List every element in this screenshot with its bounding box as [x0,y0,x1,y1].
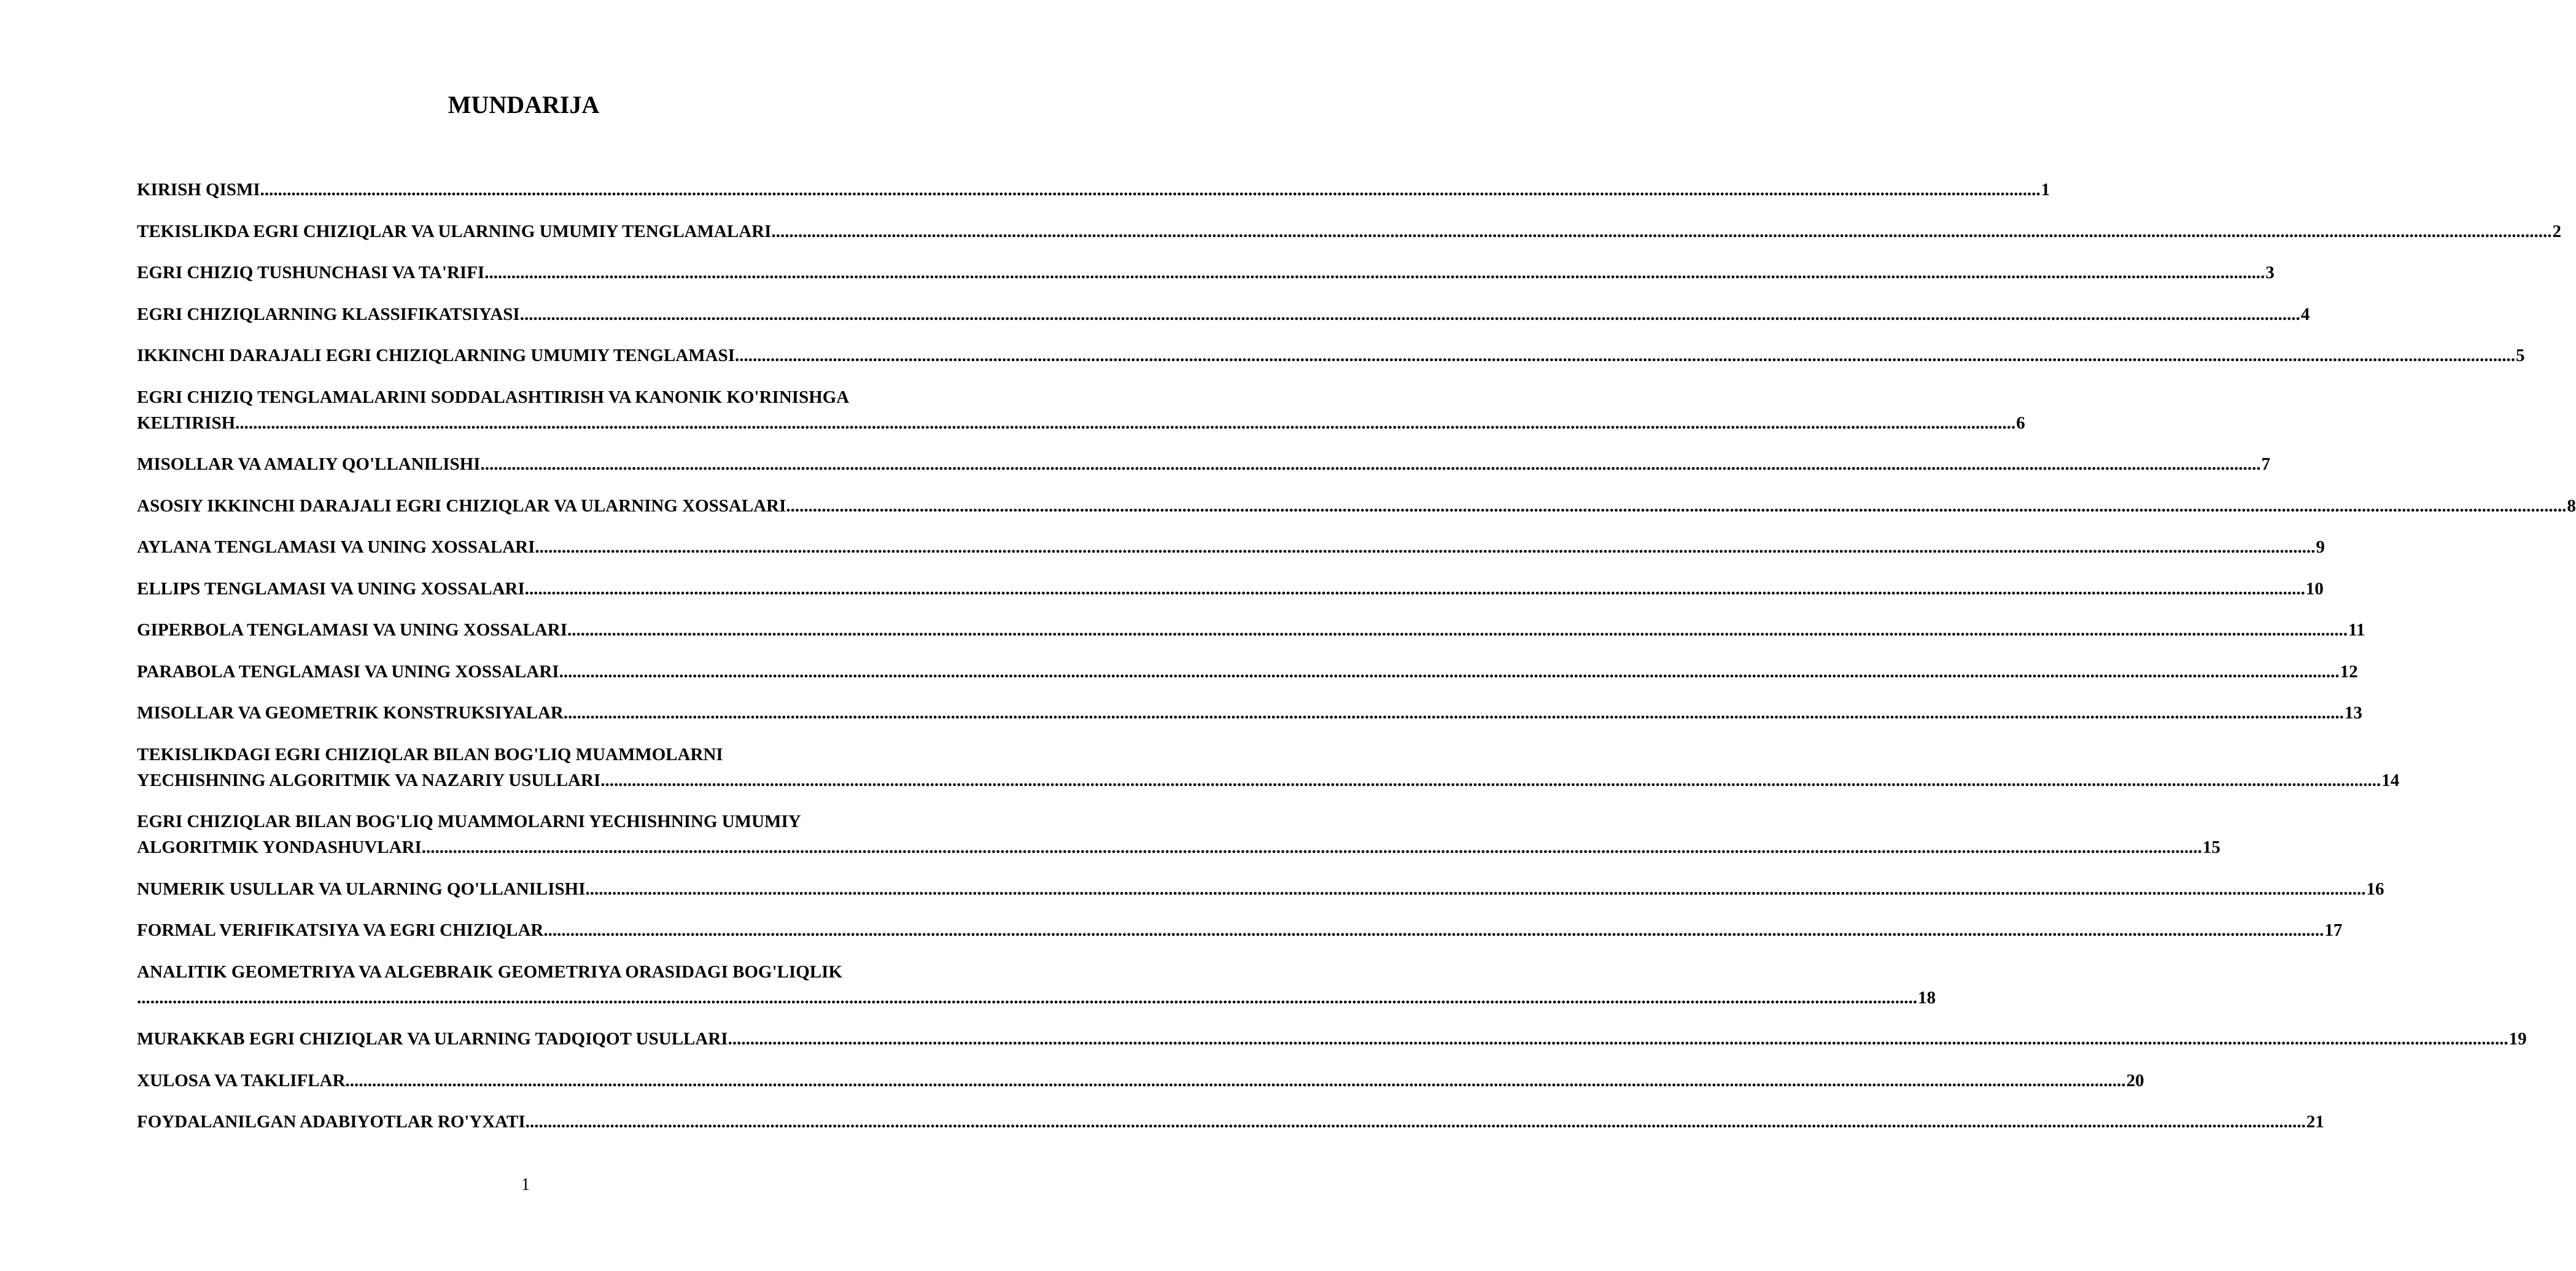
toc-entry-page: 1 [2041,177,2050,203]
toc-entry[interactable] [137,260,2275,286]
toc-entry-page: 18 [1917,985,1936,1011]
toc-entry-label: XULOSA VA TAKLIFLAR [137,1068,346,1094]
toc-dot-leader: ................................................................................................................................................................................................................................................................................................................................................................................................................ [260,180,2041,200]
toc-entry[interactable] [137,301,2310,327]
toc-entry-page: 21 [2306,1109,2324,1135]
toc-entry[interactable] [137,177,2050,203]
toc-dot-leader: ................................................................................................................................................................................................................................................................................................................................................................................................................ [235,413,2016,433]
page-number: 1 [521,1175,530,1194]
toc-entry-label: MURAKKAB EGRI CHIZIQLAR VA ULARNING TADQIQOT USULLARI [137,1026,728,1052]
toc-entry-page: 13 [2344,700,2362,726]
toc-entry-page: 7 [2260,451,2270,477]
toc-entry-label: YECHISHNING ALGORITMIK VA NAZARIY USULLARI [137,768,600,793]
toc-entry[interactable] [137,343,2525,368]
toc-entry[interactable] [137,659,2358,685]
toc-dot-leader: ................................................................................................................................................................................................................................................................................................................................................................................................................ [543,920,2324,940]
toc-entry-page: 2 [2551,219,2561,244]
toc-entry[interactable] [137,219,2561,244]
toc-dot-leader: ................................................................................................................................................................................................................................................................................................................................................................................................................ [535,537,2316,557]
toc-entry[interactable] [137,576,2324,602]
toc-dot-leader: ................................................................................................................................................................................................................................................................................................................................................................................................................ [600,770,2381,790]
toc-dot-leader: ................................................................................................................................................................................................................................................................................................................................................................................................................ [727,1029,2508,1049]
toc-dot-leader: ................................................................................................................................................................................................................................................................................................................................................................................................................ [735,346,2516,365]
toc-dot-leader: ................................................................................................................................................................................................................................................................................................................................................................................................................ [585,879,2366,899]
toc-entry-label: MISOLLAR VA AMALIY QO'LLANILISHI [137,451,480,477]
toc-dot-leader: ................................................................................................................................................................................................................................................................................................................................................................................................................ [345,1070,2126,1090]
toc-dot-leader: ................................................................................................................................................................................................................................................................................................................................................................................................................ [484,263,2265,282]
toc-entry[interactable] [137,617,2365,643]
toc-entry-label: NUMERIK USULLAR VA ULARNING QO'LLANILISHI [137,876,586,902]
toc-entry-title-line: ANALITIK GEOMETRIYA VA ALGEBRAIK GEOMETRIYA ORASIDAGI BOG'LIQLIK [137,962,843,982]
table-of-contents [137,177,2576,1151]
toc-entry-page: 20 [2126,1068,2144,1094]
toc-dot-leader: ................................................................................................................................................................................................................................................................................................................................................................................................................ [771,221,2552,241]
toc-entry-page: 11 [2348,617,2365,643]
toc-entry-label: FOYDALANILGAN ADABIYOTLAR RO'YXATI [137,1109,526,1135]
toc-entry-page: 16 [2366,876,2384,902]
toc-entry-label: MISOLLAR VA GEOMETRIK KONSTRUKSIYALAR [137,700,564,726]
toc-entry[interactable] [137,1026,2527,1052]
toc-entry-page: 8 [2566,493,2576,519]
toc-dot-leader: ................................................................................................................................................................................................................................................................................................................................................................................................................ [567,620,2348,640]
toc-entry[interactable] [137,742,2400,793]
toc-dot-leader: ................................................................................................................................................................................................................................................................................................................................................................................................................ [786,496,2567,516]
toc-entry-label: EGRI CHIZIQ TUSHUNCHASI VA TA'RIFI [137,260,484,286]
toc-dot-leader: ................................................................................................................................................................................................................................................................................................................................................................................................................ [519,304,2300,324]
toc-entry-title-line: EGRI CHIZIQ TENGLAMALARINI SODDALASHTIRISH VA KANONIK KO'RINISHGA [137,387,850,407]
toc-entry-page: 12 [2340,659,2358,685]
toc-entry-title-line: TEKISLIKDAGI EGRI CHIZIQLAR BILAN BOG'LIQ MUAMMOLARNI [137,744,723,764]
toc-entry[interactable] [137,493,2576,519]
toc-entry-label: KIRISH QISMI [137,177,260,203]
toc-entry-label: KELTIRISH [137,410,235,436]
toc-entry-page: 4 [2300,301,2310,327]
toc-entry[interactable] [137,876,2384,902]
toc-entry-label: GIPERBOLA TENGLAMASI VA UNING XOSSALARI [137,617,567,643]
toc-entry[interactable] [137,1068,2144,1094]
toc-entry-title-line: EGRI CHIZIQLAR BILAN BOG'LIQ MUAMMOLARNI YECHISHNING UMUMIY [137,812,801,831]
toc-entry-label: EGRI CHIZIQLARNING KLASSIFIKATSIYASI [137,301,520,327]
toc-entry-label: FORMAL VERIFIKATSIYA VA EGRI CHIZIQLAR [137,917,543,943]
toc-entry-label: TEKISLIKDA EGRI CHIZIQLAR VA ULARNING UMUMIY TENGLAMALARI [137,219,771,244]
toc-entry-label: ALGORITMIK YONDASHUVLARI [137,834,422,860]
toc-entry-label: IKKINCHI DARAJALI EGRI CHIZIQLARNING UMUMIY TENGLAMASI [137,343,735,368]
toc-dot-leader: ................................................................................................................................................................................................................................................................................................................................................................................................................ [525,1112,2306,1132]
toc-entry-page: 14 [2381,768,2399,793]
toc-entry[interactable] [137,917,2343,943]
toc-entry-page: 17 [2324,917,2342,943]
page-title: MUNDARIJA [448,91,600,119]
toc-entry[interactable] [137,1109,2324,1135]
toc-entry-page: 5 [2515,343,2525,368]
toc-entry[interactable] [137,959,1936,1011]
toc-dot-leader: ................................................................................................................................................................................................................................................................................................................................................................................................................ [524,578,2305,599]
toc-dot-leader: ................................................................................................................................................................................................................................................................................................................................................................................................................ [480,454,2261,474]
toc-entry-page: 10 [2305,576,2324,602]
toc-entry-page: 19 [2508,1026,2527,1052]
toc-dot-leader: ................................................................................................................................................................................................................................................................................................................................................................................................................ [137,987,1917,1008]
toc-dot-leader: ................................................................................................................................................................................................................................................................................................................................................................................................................ [559,661,2340,682]
toc-entry[interactable] [137,384,2025,436]
toc-entry-label: ELLIPS TENGLAMASI VA UNING XOSSALARI [137,576,525,602]
toc-entry-page: 6 [2015,410,2025,436]
toc-entry[interactable] [137,809,2221,860]
toc-entry[interactable] [137,534,2325,560]
toc-dot-leader: ................................................................................................................................................................................................................................................................................................................................................................................................................ [563,703,2344,723]
toc-dot-leader: ................................................................................................................................................................................................................................................................................................................................................................................................................ [421,838,2202,857]
toc-entry-label: PARABOLA TENGLAMASI VA UNING XOSSALARI [137,659,559,685]
toc-entry[interactable] [137,451,2270,477]
toc-entry-label: ASOSIY IKKINCHI DARAJALI EGRI CHIZIQLAR VA ULARNING XOSSALARI [137,493,786,519]
toc-entry-label: AYLANA TENGLAMASI VA UNING XOSSALARI [137,534,535,560]
toc-entry-page: 3 [2265,260,2275,286]
toc-entry-page: 15 [2202,834,2221,860]
toc-entry[interactable] [137,700,2362,726]
toc-entry-page: 9 [2315,534,2325,560]
